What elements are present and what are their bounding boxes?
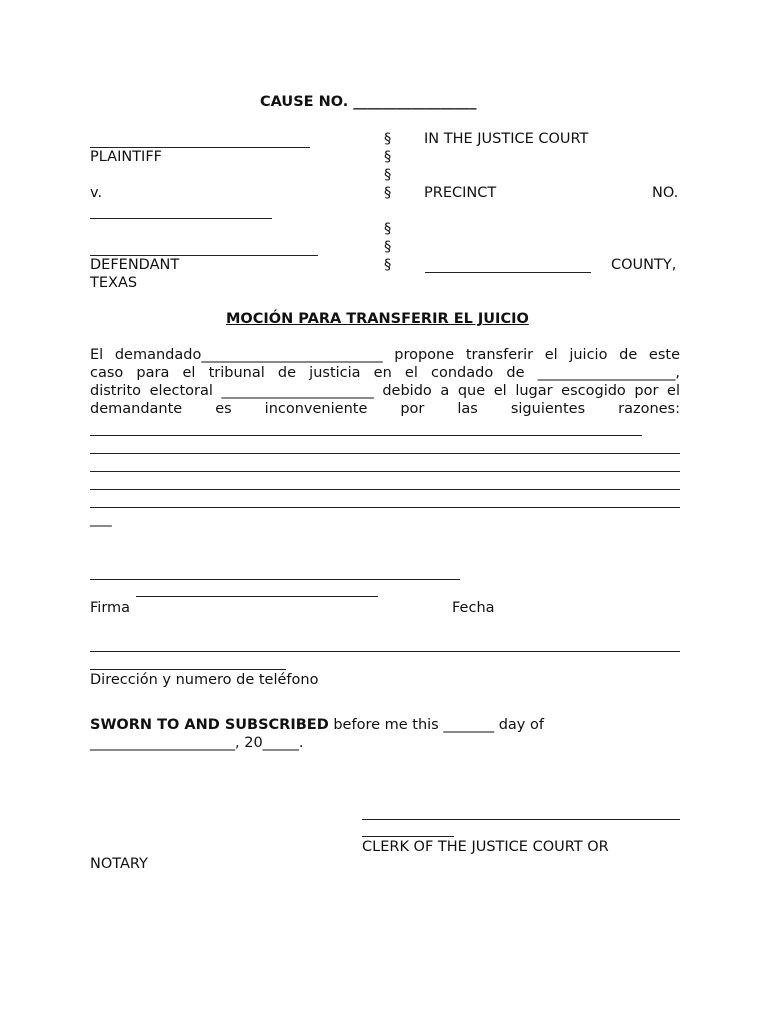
date-line[interactable] <box>136 596 378 597</box>
sworn-date-line: ____________________, 20_____. <box>90 735 304 751</box>
motion-title: MOCIÓN PARA TRANSFERIR EL JUICIO <box>226 311 529 327</box>
motion-line-1: El demandado_________________________ propone transferir el juicio de este <box>90 347 680 363</box>
reason-line[interactable] <box>90 507 680 508</box>
reason-line[interactable] <box>90 435 642 436</box>
cause-number: CAUSE NO. _________________ <box>260 94 477 110</box>
section-mark: § <box>384 257 392 273</box>
county-blank[interactable] <box>425 272 591 273</box>
section-mark: § <box>384 131 392 147</box>
precinct-no-label: NO. <box>652 185 679 201</box>
reason-tail: ___ <box>90 511 112 527</box>
section-mark: § <box>384 167 392 183</box>
section-mark: § <box>384 239 392 255</box>
notary-label: NOTARY <box>90 856 148 872</box>
clerk-title: CLERK OF THE JUSTICE COURT OR <box>362 839 609 855</box>
section-mark: § <box>384 221 392 237</box>
court-name: IN THE JUSTICE COURT <box>424 131 589 147</box>
defendant-blank-1[interactable] <box>90 218 272 219</box>
section-mark: § <box>384 149 392 165</box>
clerk-signature-line[interactable] <box>362 819 680 820</box>
motion-line-4: demandante es inconveniente por las siguientes razones: <box>90 401 680 417</box>
sworn-statement <box>90 716 544 734</box>
clerk-signature-line-2[interactable] <box>362 836 454 837</box>
defendant-label: DEFENDANT <box>90 257 180 273</box>
texas-label: TEXAS <box>90 275 138 291</box>
county-label: COUNTY, <box>611 257 677 273</box>
plaintiff-label: PLAINTIFF <box>90 149 163 165</box>
firma-label: Firma <box>90 600 131 616</box>
section-mark: § <box>384 185 392 201</box>
signature-line[interactable] <box>90 579 460 580</box>
motion-line-2: caso para el tribunal de justicia en el condado de ___________________, <box>90 365 680 381</box>
fecha-label: Fecha <box>452 600 495 616</box>
reason-line[interactable] <box>90 453 680 454</box>
reason-line[interactable] <box>90 471 680 472</box>
precinct-label: PRECINCT <box>424 185 497 201</box>
motion-line-3: distrito electoral _____________________ debido a que el lugar escogido por el <box>90 383 680 399</box>
address-line-2[interactable] <box>90 669 286 670</box>
sworn-rest: before me this _______ day of <box>328 717 544 733</box>
reason-line[interactable] <box>90 489 680 490</box>
versus-label: v. <box>90 185 103 201</box>
sworn-bold: SWORN TO AND SUBSCRIBED <box>90 717 329 733</box>
address-line-1[interactable] <box>90 651 680 652</box>
address-label: Dirección y numero de teléfono <box>90 672 319 688</box>
